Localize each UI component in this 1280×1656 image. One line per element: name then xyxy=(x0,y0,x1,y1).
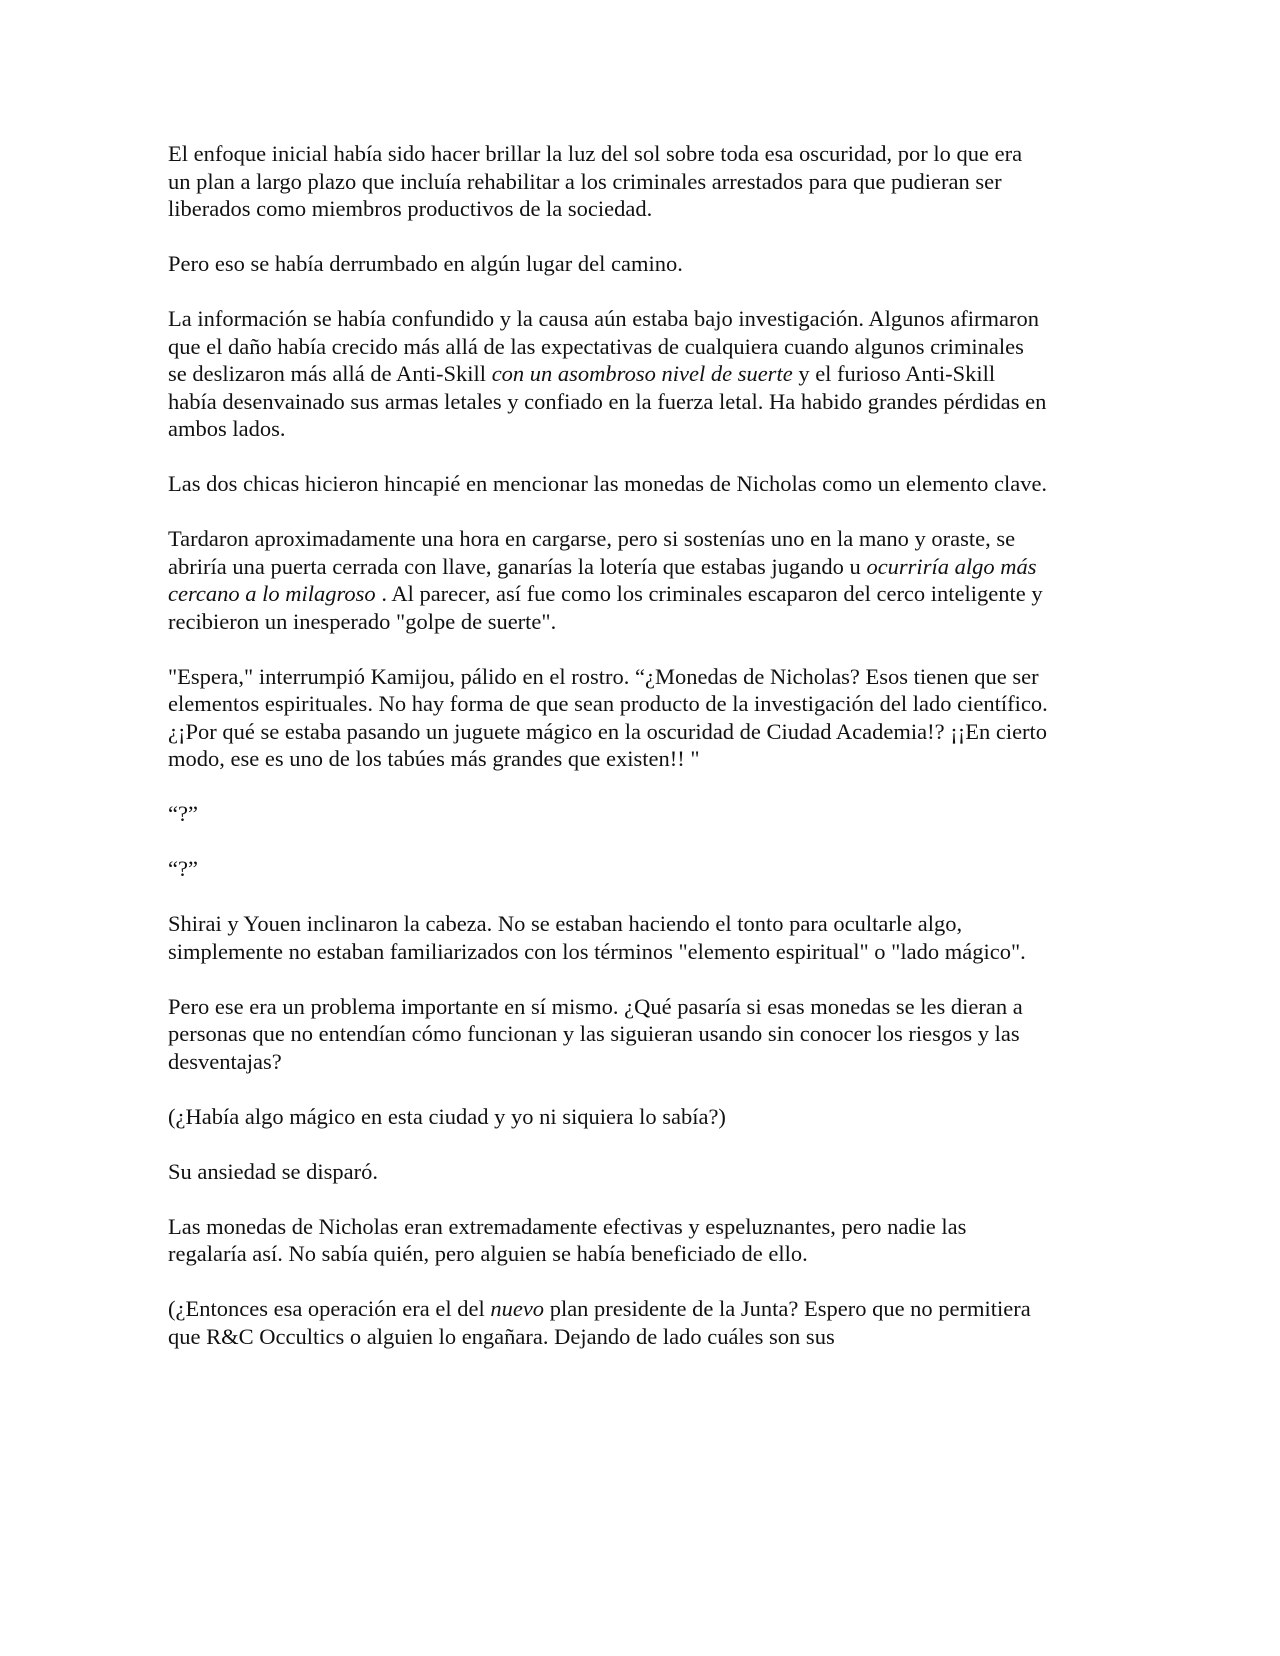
paragraph xyxy=(168,1295,1048,1350)
document-page xyxy=(168,140,1048,1378)
paragraph xyxy=(168,470,1048,498)
paragraph xyxy=(168,525,1048,635)
text-segment: Tardaron aproximadamente una hora en cargarse, pero si sostenías uno en la mano y oraste, se abriría una puerta cerrada con llave, ganarías la lotería que estabas jugando u xyxy=(168,526,1016,579)
text-segment: Las dos chicas hicieron hincapié en mencionar las monedas de Nicholas como un elemento clave. xyxy=(168,471,1048,496)
paragraph xyxy=(168,1103,1048,1131)
text-segment: El enfoque inicial había sido hacer brillar la luz del sol sobre toda esa oscuridad, por lo que era un plan a largo plazo que incluía rehabilitar a los criminales arrestados para que pudieran ser liberados como miembros productivos de la sociedad. xyxy=(168,141,1023,221)
italic-segment: con un asombroso nivel de suerte xyxy=(491,361,793,386)
italic-segment: ocurriría algo más cercano a lo milagroso xyxy=(168,553,1037,606)
text-segment: y el furioso Anti-Skill había desenvainado sus armas letales y confiado en la fuerza letal. Ha habido grandes pérdidas en ambos lados. xyxy=(168,361,1047,441)
paragraph xyxy=(168,663,1048,773)
paragraph xyxy=(168,855,1048,883)
paragraph xyxy=(168,1158,1048,1186)
paragraph xyxy=(168,305,1048,443)
paragraph xyxy=(168,1213,1048,1268)
text-segment: "Espera," interrumpió Kamijou, pálido en el rostro. “¿Monedas de Nicholas? Esos tienen que ser elementos espirituales. No hay forma de que sean producto de la investigación del lado científico. ¿¡Por qué se estaba pasando un juguete mágico en la oscuridad de Ciudad Academia!? ¡¡En cierto modo, ese es uno de los tabúes más grandes que existen!! " xyxy=(168,663,1048,771)
text-segment: Las monedas de Nicholas eran extremadamente efectivas y espeluznantes, pero nadie las regalaría así. No sabía quién, pero alguien se había beneficiado de ello. xyxy=(168,1213,967,1266)
text-segment: “?” xyxy=(168,801,198,826)
text-segment: Pero ese era un problema importante en sí mismo. ¿Qué pasaría si esas monedas se les dieran a personas que no entendían cómo funcionan y las siguieran usando sin conocer los riesgos y las desventajas? xyxy=(168,993,1023,1074)
paragraph xyxy=(168,800,1048,828)
text-segment: Su ansiedad se disparó. xyxy=(168,1158,378,1184)
italic-segment: nuevo xyxy=(490,1296,545,1321)
paragraph xyxy=(168,993,1048,1076)
paragraph xyxy=(168,250,1048,278)
text-segment: . Al parecer, así fue como los criminales escaparon del cerco inteligente y recibieron un inesperado "golpe de suerte". xyxy=(168,581,1043,634)
text-segment: La información se había confundido y la causa aún estaba bajo investigación. Algunos afirmaron que el daño había crecido más allá de las expectativas de cualquiera cuando algunos criminales se deslizaron más allá de Anti-Skill xyxy=(168,306,1039,386)
text-segment: Pero eso se había derrumbado en algún lugar del camino. xyxy=(168,251,683,276)
text-segment: plan presidente de la Junta? Espero que no permitiera que R&C Occultics o alguien lo engañara. Dejando de lado cuáles son sus xyxy=(168,1296,1031,1349)
text-segment: (¿Entonces esa operación era el del xyxy=(168,1296,491,1321)
text-segment: “?” xyxy=(168,856,198,881)
text-segment: Shirai y Youen inclinaron la cabeza. No se estaban haciendo el tonto para ocultarle algo, simplemente no estaban familiarizados con los términos "elemento espiritual" o "lado mágico". xyxy=(168,911,1026,964)
paragraph xyxy=(168,140,1048,223)
paragraph xyxy=(168,910,1048,965)
text-segment: (¿Había algo mágico en esta ciudad y yo ni siquiera lo sabía?) xyxy=(168,1103,726,1129)
